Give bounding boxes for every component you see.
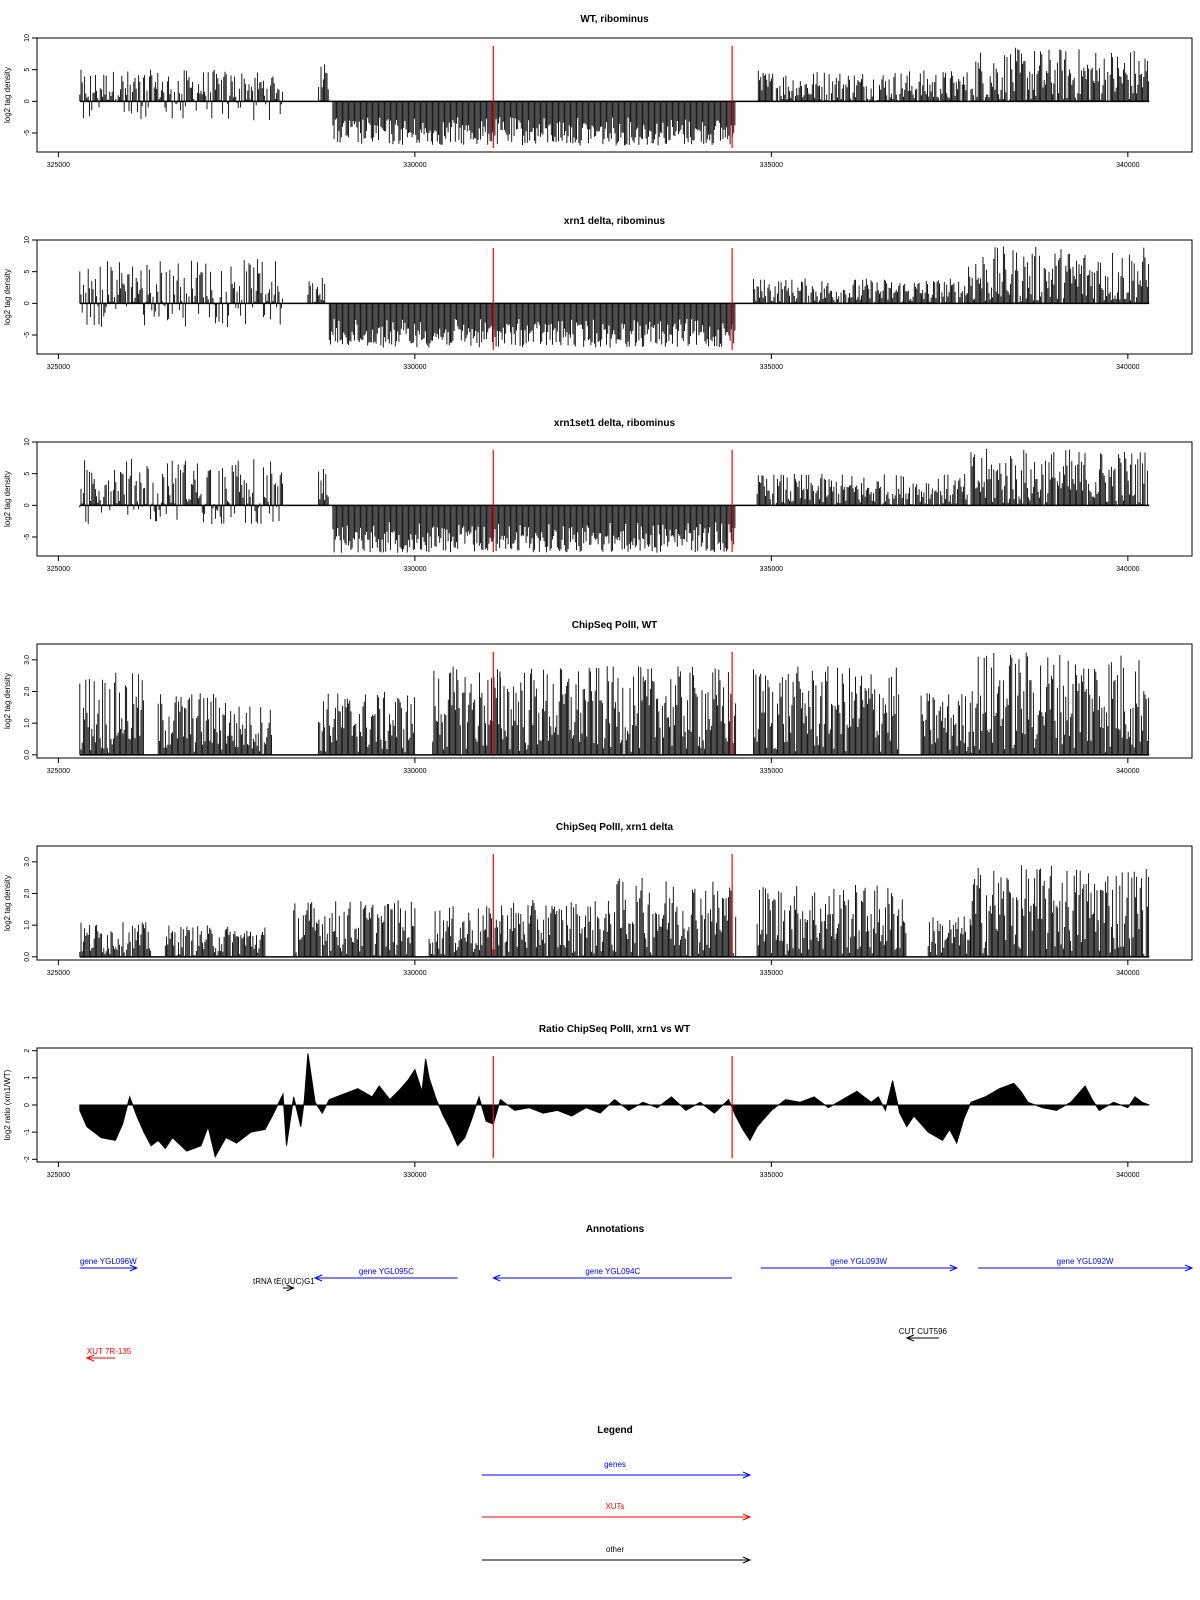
y-tick-label: -5 <box>24 129 31 137</box>
y-tick-label: -2 <box>24 1156 31 1163</box>
density-bars <box>80 449 1149 553</box>
y-tick-label: 0 <box>24 1103 31 1107</box>
y-tick-label: -5 <box>24 331 31 339</box>
y-tick-label: 5 <box>24 67 31 72</box>
feature-label: gene YGL093W <box>830 1257 888 1266</box>
y-tick-label: 3.0 <box>24 654 31 665</box>
x-tick-label: 335000 <box>759 768 784 775</box>
track-panel-4 <box>3 620 1192 775</box>
x-tick-label: 340000 <box>1116 1172 1140 1179</box>
feature-label: gene YGL092W <box>1056 1257 1114 1266</box>
x-tick-label: 335000 <box>759 1172 784 1179</box>
x-tick-label: 340000 <box>1116 970 1140 977</box>
density-bars <box>80 865 1149 957</box>
feature-gene-ygl096w <box>80 1257 137 1271</box>
panel-title: xrn1 delta, ribominus <box>563 216 666 227</box>
legend-entry-other <box>482 1545 750 1563</box>
density-bars <box>80 48 1149 146</box>
panel-title: ChipSeq PolII, WT <box>571 620 658 631</box>
y-tick-label: 0.0 <box>24 951 31 962</box>
y-axis-label: log2 tag density <box>3 66 12 124</box>
y-tick-label: 10 <box>24 438 31 446</box>
feature-label: CUT CUT596 <box>898 1327 948 1336</box>
x-tick-label: 340000 <box>1116 162 1140 169</box>
feature-label: XUT 7R-135 <box>86 1347 132 1356</box>
legend-entry-gene <box>482 1460 750 1478</box>
y-tick-label: 0.0 <box>24 749 31 760</box>
feature-gene-ygl093w <box>761 1257 957 1271</box>
y-tick-label: -1 <box>24 1129 31 1136</box>
track-panel-2 <box>3 216 1192 371</box>
legend-label: XUTs <box>605 1502 625 1511</box>
x-tick-label: 325000 <box>46 162 71 169</box>
x-tick-label: 340000 <box>1116 768 1140 775</box>
feature-label: gene YGL096W <box>79 1257 137 1266</box>
y-axis-label: log2 tag density <box>3 874 12 932</box>
x-tick-label: 340000 <box>1116 364 1140 371</box>
track-panel-5 <box>3 822 1192 977</box>
x-tick-label: 325000 <box>46 364 71 371</box>
legend-label: genes <box>604 1460 626 1469</box>
y-tick-label: 2.0 <box>24 686 31 697</box>
y-tick-label: 2 <box>24 1048 31 1053</box>
y-axis-label: log2 ratio (xrn1/WT) <box>3 1069 12 1141</box>
track-panel-1 <box>3 14 1192 169</box>
x-tick-label: 325000 <box>46 566 71 573</box>
x-tick-label: 325000 <box>46 1172 71 1179</box>
y-tick-label: 5 <box>24 269 31 274</box>
panel-title: Ratio ChipSeq PolII, xrn1 vs WT <box>538 1024 691 1035</box>
y-tick-label: 1 <box>24 1075 31 1080</box>
annotations-title: Annotations <box>585 1224 645 1235</box>
x-tick-label: 330000 <box>403 162 427 169</box>
annotations-panel <box>80 1224 1192 1361</box>
y-tick-label: 2.0 <box>24 888 31 899</box>
density-bars <box>80 247 1149 348</box>
y-tick-label: 3.0 <box>24 856 31 867</box>
x-tick-label: 330000 <box>403 364 427 371</box>
y-tick-label: 1.0 <box>24 920 31 931</box>
legend-title: Legend <box>597 1425 633 1436</box>
feature-trna-te-uuc-g1 <box>253 1277 315 1291</box>
panel-title: ChipSeq PolII, xrn1 delta <box>555 822 674 833</box>
x-tick-label: 335000 <box>759 970 784 977</box>
y-axis-label: log2 tag density <box>3 470 12 528</box>
x-tick-label: 335000 <box>759 364 784 371</box>
panel-title: xrn1set1 delta, ribominus <box>553 418 676 429</box>
x-tick-label: 330000 <box>403 566 427 573</box>
y-tick-label: 10 <box>24 236 31 244</box>
feature-cut-cut596 <box>899 1327 948 1341</box>
y-axis-label: log2 tag density <box>3 672 12 730</box>
x-tick-label: 335000 <box>759 566 784 573</box>
feature-gene-ygl094c <box>493 1267 732 1281</box>
x-tick-label: 325000 <box>46 768 71 775</box>
x-tick-label: 330000 <box>403 768 427 775</box>
feature-label: gene YGL095C <box>358 1267 414 1276</box>
track-panels <box>3 14 1192 1179</box>
track-panel-6 <box>3 1024 1192 1179</box>
legend-entry-xut <box>482 1502 750 1520</box>
y-tick-label: -5 <box>24 533 31 541</box>
y-tick-label: 1.0 <box>24 718 31 729</box>
x-tick-label: 330000 <box>403 970 427 977</box>
y-tick-label: 0 <box>24 503 31 508</box>
y-tick-label: 0 <box>24 301 31 306</box>
feature-label: tRNA tE(UUC)G1 <box>252 1277 315 1286</box>
feature-gene-ygl095c <box>315 1267 458 1281</box>
y-tick-label: 0 <box>24 99 31 104</box>
feature-gene-ygl092w <box>978 1257 1192 1271</box>
legend-label: other <box>605 1545 625 1554</box>
x-tick-label: 340000 <box>1116 566 1140 573</box>
y-tick-label: 5 <box>24 471 31 476</box>
legend-panel <box>482 1425 750 1563</box>
y-axis-label: log2 tag density <box>3 268 12 326</box>
density-bars <box>80 653 1149 755</box>
feature-xut-7r-135 <box>87 1347 132 1361</box>
y-tick-label: 10 <box>24 34 31 42</box>
panel-title: WT, ribominus <box>580 14 649 25</box>
track-panel-3 <box>3 418 1192 573</box>
x-tick-label: 335000 <box>759 162 784 169</box>
x-tick-label: 330000 <box>403 1172 427 1179</box>
x-tick-label: 325000 <box>46 970 71 977</box>
feature-label: gene YGL094C <box>585 1267 641 1276</box>
